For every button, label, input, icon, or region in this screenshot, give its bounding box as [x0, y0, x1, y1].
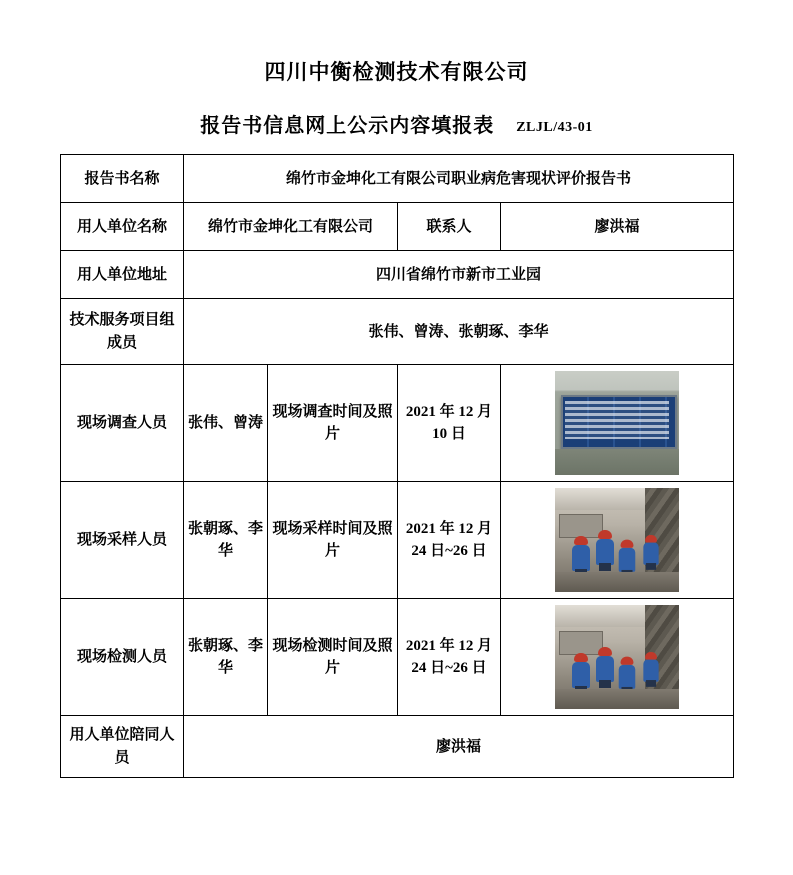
label-site-survey: 现场调查人员	[61, 365, 184, 482]
value-employer-address: 四川省绵竹市新市工业园	[184, 251, 734, 299]
public-disclosure-table	[60, 154, 734, 778]
value-site-sampling-date: 2021 年 12 月 24 日~26 日	[398, 482, 501, 599]
bulletin-board-photo	[555, 371, 679, 475]
value-site-testing-date: 2021 年 12 月 24 日~26 日	[398, 599, 501, 716]
value-accompanying: 廖洪福	[184, 716, 734, 778]
value-site-survey-people: 张伟、曾涛	[184, 365, 268, 482]
value-team-members: 张伟、曾涛、张朝琢、李华	[184, 299, 734, 365]
workers-testing-photo	[555, 605, 679, 709]
label-employer-address: 用人单位地址	[61, 251, 184, 299]
company-title: 四川中衡检测技术有限公司	[264, 60, 529, 84]
table-row-report-name	[61, 155, 734, 203]
label-site-testing-desc: 现场检测时间及照片	[268, 599, 398, 716]
site-testing-photo-cell	[501, 599, 734, 716]
value-report-name: 绵竹市金坤化工有限公司职业病危害现状评价报告书	[184, 155, 734, 203]
site-sampling-photo-cell	[501, 482, 734, 599]
label-contact-person: 联系人	[398, 203, 501, 251]
value-employer-name: 绵竹市金坤化工有限公司	[184, 203, 398, 251]
value-site-testing-people: 张朝琢、李华	[184, 599, 268, 716]
form-title-row	[60, 109, 733, 138]
label-site-sampling-desc: 现场采样时间及照片	[268, 482, 398, 599]
form-title: 报告书信息网上公示内容填报表	[200, 115, 495, 138]
label-employer-name: 用人单位名称	[61, 203, 184, 251]
value-contact-person: 廖洪福	[501, 203, 734, 251]
label-report-name: 报告书名称	[61, 155, 184, 203]
table-row-site-testing	[61, 599, 734, 716]
table-row-accompanying	[61, 716, 734, 778]
value-site-survey-date: 2021 年 12 月 10 日	[398, 365, 501, 482]
label-site-survey-desc: 现场调查时间及照片	[268, 365, 398, 482]
form-code: ZLJL/43-01	[516, 120, 593, 136]
table-row-employer-name	[61, 203, 734, 251]
table-row-site-survey	[61, 365, 734, 482]
value-site-sampling-people: 张朝琢、李华	[184, 482, 268, 599]
table-row-employer-address	[61, 251, 734, 299]
site-survey-photo-cell	[501, 365, 734, 482]
label-site-sampling: 现场采样人员	[61, 482, 184, 599]
table-row-site-sampling	[61, 482, 734, 599]
table-row-team-members	[61, 299, 734, 365]
label-accompanying: 用人单位陪同人员	[61, 716, 184, 778]
workers-sampling-photo	[555, 488, 679, 592]
label-team-members: 技术服务项目组成员	[61, 299, 184, 365]
label-site-testing: 现场检测人员	[61, 599, 184, 716]
